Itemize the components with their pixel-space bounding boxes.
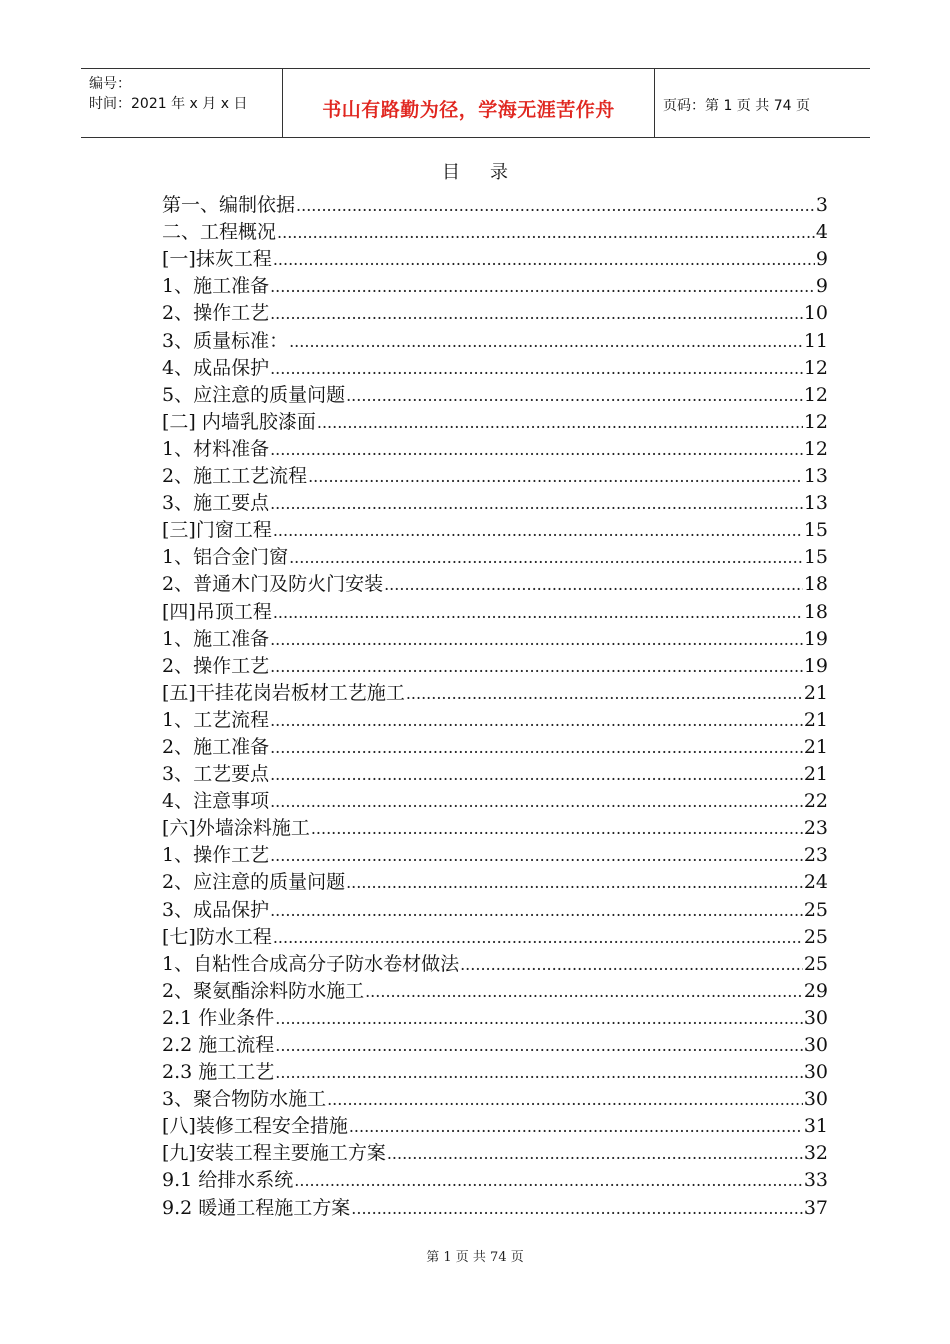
- toc-entry-page: 10: [803, 302, 828, 325]
- toc-entry[interactable]: [162, 598, 828, 625]
- toc-leader-dots: [406, 680, 803, 707]
- toc-entry[interactable]: [162, 571, 828, 598]
- toc-leader-dots: [327, 1086, 803, 1113]
- toc-entry-title: 1、材料准备: [162, 437, 270, 460]
- toc-entry-title: [二] 内墙乳胶漆面: [162, 410, 316, 433]
- toc-entry-page: 21: [803, 735, 828, 758]
- toc-entry-page: 24: [803, 871, 828, 894]
- toc-title: 目录: [442, 162, 538, 183]
- toc-leader-dots: [289, 328, 803, 355]
- toc-entry[interactable]: [162, 327, 828, 354]
- toc-leader-dots: [270, 653, 803, 680]
- header-motto-cell: [283, 69, 655, 137]
- toc-entry-page: 21: [803, 681, 828, 704]
- toc-entry-page: 9: [815, 275, 828, 298]
- document-header: [81, 68, 870, 138]
- toc-entry[interactable]: [162, 1194, 828, 1221]
- page-info: 页码：第 1 页 共 74 页: [663, 98, 810, 114]
- toc-leader-dots: [273, 924, 803, 951]
- toc-leader-dots: [270, 842, 803, 869]
- toc-entry[interactable]: [162, 788, 828, 815]
- toc-leader-dots: [270, 734, 803, 761]
- toc-leader-dots: [387, 1140, 803, 1167]
- toc-entry-title: 4、注意事项: [162, 790, 270, 813]
- toc-leader-dots: [294, 1167, 803, 1194]
- toc-leader-dots: [351, 1195, 803, 1222]
- toc-entry-title: 3、聚合物防水施工: [162, 1088, 327, 1111]
- toc-leader-dots: [270, 626, 803, 653]
- date-label: 时间：2021 年 x 月 x 日: [89, 96, 248, 112]
- toc-entry[interactable]: [162, 815, 828, 842]
- toc-leader-dots: [296, 192, 815, 219]
- toc-entry-title: 2、应注意的质量问题: [162, 871, 346, 894]
- toc-entry[interactable]: [162, 978, 828, 1005]
- toc-entry-page: 33: [803, 1169, 828, 1192]
- toc-leader-dots: [270, 490, 803, 517]
- toc-entry-title: 2、普通木门及防火门安装: [162, 573, 384, 596]
- toc-entry-title: 1、施工准备: [162, 627, 270, 650]
- toc-entry-title: 2、施工准备: [162, 735, 270, 758]
- toc-entry[interactable]: [162, 869, 828, 896]
- toc-entry-title: [六]外墙涂料施工: [162, 817, 310, 840]
- toc-entry-title: 4、成品保护: [162, 356, 270, 379]
- toc-entry[interactable]: [162, 1167, 828, 1194]
- toc-entry-title: 1、工艺流程: [162, 708, 270, 731]
- toc-entry-page: 11: [803, 329, 828, 352]
- toc-entry-page: 19: [803, 654, 828, 677]
- toc-entry-page: 25: [803, 925, 828, 948]
- toc-entry[interactable]: [162, 924, 828, 951]
- toc-leader-dots: [270, 707, 803, 734]
- toc-entry-title: 1、自粘性合成高分子防水卷材做法: [162, 952, 460, 975]
- toc-leader-dots: [270, 788, 803, 815]
- toc-entry[interactable]: [162, 761, 828, 788]
- toc-entry[interactable]: [162, 219, 828, 246]
- toc-entry-page: 23: [803, 844, 828, 867]
- toc-entry[interactable]: [162, 734, 828, 761]
- toc-entry[interactable]: [162, 1032, 828, 1059]
- toc-entry-title: 3、质量标准：: [162, 329, 289, 352]
- toc-entry[interactable]: [162, 409, 828, 436]
- toc-entry[interactable]: [162, 246, 828, 273]
- toc-entry[interactable]: [162, 300, 828, 327]
- toc-entry-title: 2.3 施工工艺: [162, 1061, 275, 1084]
- toc-entry-page: 30: [803, 1006, 828, 1029]
- toc-entry[interactable]: [162, 626, 828, 653]
- toc-leader-dots: [346, 869, 803, 896]
- toc-entry[interactable]: [162, 842, 828, 869]
- toc-entry[interactable]: [162, 951, 828, 978]
- toc-entry-page: 25: [803, 898, 828, 921]
- toc-entry-title: 9.2 暖通工程施工方案: [162, 1196, 351, 1219]
- toc-entry-title: [四]吊顶工程: [162, 600, 272, 623]
- number-label: 编号：: [89, 76, 131, 92]
- toc-leader-dots: [273, 246, 815, 273]
- toc-entry-title: 5、应注意的质量问题: [162, 383, 346, 406]
- toc-entry-page: 29: [803, 979, 828, 1002]
- toc-leader-dots: [384, 571, 803, 598]
- toc-entry-title: 1、操作工艺: [162, 844, 270, 867]
- toc-entry[interactable]: [162, 517, 828, 544]
- toc-entry[interactable]: [162, 896, 828, 923]
- toc-entry-title: 2、聚氨酯涂料防水施工: [162, 979, 365, 1002]
- toc-entry[interactable]: [162, 1086, 828, 1113]
- toc-entry-title: [三]门窗工程: [162, 519, 272, 542]
- toc-entry-page: 15: [803, 519, 828, 542]
- toc-entry-page: 12: [803, 356, 828, 379]
- toc-entry-page: 19: [803, 627, 828, 650]
- toc-leader-dots: [275, 1059, 803, 1086]
- toc-leader-dots: [349, 1113, 803, 1140]
- toc-entry[interactable]: [162, 1140, 828, 1167]
- toc-leader-dots: [311, 815, 803, 842]
- toc-entry-page: 30: [803, 1088, 828, 1111]
- toc-entry-title: 2、操作工艺: [162, 654, 270, 677]
- toc-leader-dots: [365, 978, 803, 1005]
- toc-leader-dots: [308, 463, 803, 490]
- toc-leader-dots: [277, 219, 815, 246]
- toc-entry[interactable]: [162, 355, 828, 382]
- toc-entry-title: [一]抹灰工程: [162, 248, 272, 271]
- toc-leader-dots: [346, 382, 803, 409]
- toc-entry-title: 二、工程概况: [162, 221, 277, 244]
- toc-leader-dots: [273, 517, 803, 544]
- toc-leader-dots: [275, 1032, 803, 1059]
- toc-leader-dots: [275, 1005, 803, 1032]
- toc-entry[interactable]: [162, 490, 828, 517]
- toc-entry[interactable]: [162, 707, 828, 734]
- toc-entry-title: 3、工艺要点: [162, 763, 270, 786]
- toc-entry-title: 2、操作工艺: [162, 302, 270, 325]
- toc-entry-page: 12: [803, 437, 828, 460]
- toc-entry[interactable]: [162, 273, 828, 300]
- toc-entry-page: 37: [803, 1196, 828, 1219]
- toc-leader-dots: [317, 409, 803, 436]
- toc-entry-title: [九]安装工程主要施工方案: [162, 1142, 386, 1165]
- toc-entry[interactable]: [162, 1059, 828, 1086]
- toc-entry[interactable]: [162, 382, 828, 409]
- toc-leader-dots: [270, 897, 803, 924]
- toc-entry-page: 9: [815, 248, 828, 271]
- toc-entry-title: 3、施工要点: [162, 492, 270, 515]
- toc-entry-page: 12: [803, 383, 828, 406]
- toc-entry-page: 13: [803, 492, 828, 515]
- toc-entry[interactable]: [162, 1113, 828, 1140]
- toc-entry-page: 21: [803, 763, 828, 786]
- motto-text: 书山有路勤为径，学海无涯苦作舟: [322, 99, 615, 121]
- toc-leader-dots: [270, 436, 803, 463]
- toc-leader-dots: [270, 761, 803, 788]
- toc-leader-dots: [289, 544, 803, 571]
- toc-entry[interactable]: [162, 1005, 828, 1032]
- toc-leader-dots: [270, 273, 815, 300]
- toc-entry-page: 18: [803, 573, 828, 596]
- toc-entry[interactable]: [162, 544, 828, 571]
- toc-entry[interactable]: [162, 653, 828, 680]
- table-of-contents: [162, 192, 828, 1222]
- toc-entry-title: [五]干挂花岗岩板材工艺施工: [162, 681, 405, 704]
- toc-leader-dots: [273, 599, 803, 626]
- toc-entry[interactable]: [162, 463, 828, 490]
- toc-entry-page: 21: [803, 708, 828, 731]
- toc-entry-title: [八]装修工程安全措施: [162, 1115, 348, 1138]
- toc-entry-title: 1、铝合金门窗: [162, 546, 289, 569]
- toc-entry-page: 12: [803, 410, 828, 433]
- toc-entry-title: 2.2 施工流程: [162, 1034, 275, 1056]
- toc-leader-dots: [460, 951, 803, 978]
- toc-entry-title: 2、施工工艺流程: [162, 465, 308, 488]
- toc-entry-page: 31: [803, 1115, 828, 1138]
- toc-entry-page: 4: [815, 221, 828, 244]
- toc-entry-title: 3、成品保护: [162, 898, 270, 921]
- toc-entry[interactable]: [162, 192, 828, 219]
- toc-entry-page: 15: [803, 546, 828, 569]
- toc-entry-title: 1、施工准备: [162, 275, 270, 298]
- toc-entry-title: [七]防水工程: [162, 925, 272, 948]
- toc-entry-title: 2.1 作业条件: [162, 1006, 275, 1029]
- toc-entry-page: 30: [803, 1061, 828, 1084]
- toc-leader-dots: [270, 300, 803, 327]
- toc-leader-dots: [270, 355, 803, 382]
- toc-entry-page: 13: [803, 465, 828, 488]
- toc-entry-page: 23: [803, 817, 828, 840]
- page-footer: 第 1 页 共 74 页: [426, 1250, 524, 1265]
- header-info-cell: [81, 69, 283, 137]
- toc-entry-page: 3: [815, 194, 828, 217]
- toc-entry-page: 30: [803, 1034, 828, 1056]
- toc-entry[interactable]: [162, 436, 828, 463]
- toc-entry[interactable]: [162, 680, 828, 707]
- toc-entry-title: 9.1 给排水系统: [162, 1169, 294, 1192]
- toc-entry-title: 第一、编制依据: [162, 194, 296, 217]
- toc-entry-page: 18: [803, 600, 828, 623]
- toc-entry-page: 32: [803, 1142, 828, 1165]
- toc-entry-page: 25: [803, 952, 828, 975]
- header-page-cell: [655, 69, 870, 137]
- toc-entry-page: 22: [803, 790, 828, 813]
